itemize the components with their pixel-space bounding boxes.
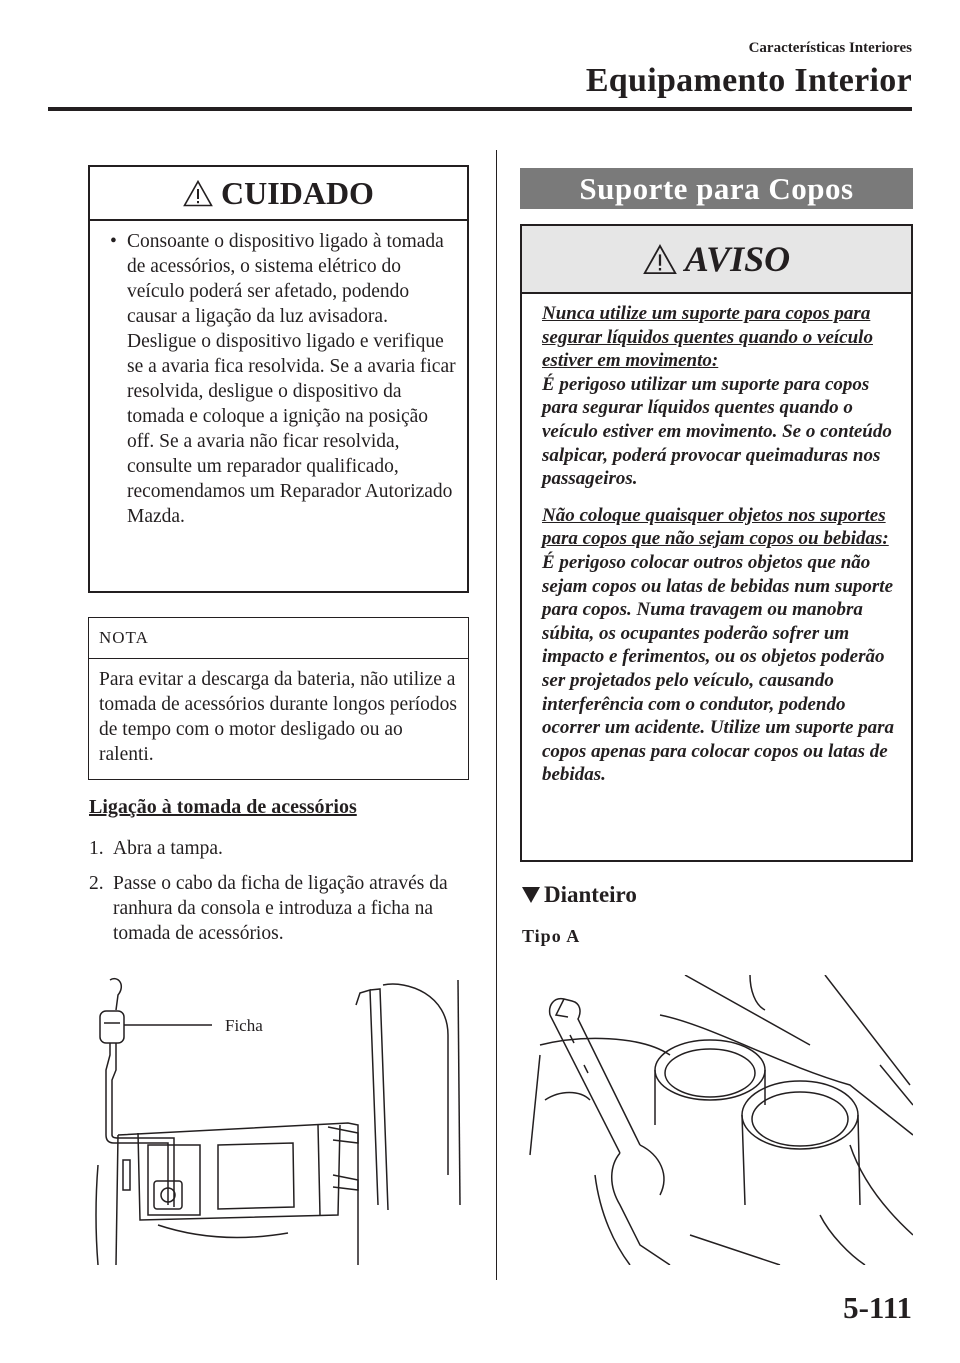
caution-list — [90, 221, 467, 529]
subsection-title: Dianteiro — [544, 882, 637, 907]
step-item — [89, 871, 474, 946]
note-text: Para evitar a descarga da bateria, não utilize a tomada de acessórios durante longos períodos de tempo com o motor desligado ou ao ralenti. — [99, 669, 457, 765]
step-text: Passe o cabo da ficha de ligação através da ranhura da consola e introduza a ficha na tomada de acessórios. — [113, 873, 448, 944]
caution-heading: CUIDADO — [221, 174, 374, 211]
warning-body — [522, 294, 911, 787]
step-number: 2. — [89, 873, 104, 894]
caution-item: • Consoante o dispositivo ligado à tomada de acessórios, o sistema elétrico do veículo poderá ser afetado, podendo causar a ligação da luz avisadora. Desligue o dispositivo ligado e verifique se a avaria fica resolvida. Se a avaria ficar resolvida, desligue o dispositivo da tomada e coloque a ignição na posição off. Se a avaria não ficar resolvida, consulte um reparador qualificado, recomendamos um Reparador Autorizado Mazda. — [110, 229, 457, 529]
warning-box — [520, 224, 913, 862]
section-banner: Suporte para Copos — [520, 168, 913, 209]
type-label: Tipo A — [522, 926, 581, 946]
cupholder-illustration — [520, 975, 913, 1265]
caution-box — [88, 165, 469, 593]
step-text: Abra a tampa. — [113, 838, 223, 859]
warning-paragraph — [542, 302, 901, 491]
note-heading: NOTA — [89, 618, 468, 659]
warning-paragraph-text: É perigoso utilizar um suporte para copos para segurar líquidos quentes quando o veículo estiver em movimento. Se o conteúdo salpicar, poderá provocar queimaduras nos passageiros. — [542, 373, 892, 490]
note-box — [88, 617, 469, 780]
warning-paragraph-text: É perigoso colocar outros objetos que não sejam copos ou latas de bebidas num suporte para copos. Numa travagem ou manobra súbita, os ocupantes poderão sofrer um impacto e ferimentos, ou os objetos poderão ser projetados pelo veículo, causando interferência com o condutor, podendo ocorrer um acidente. Utilize um suporte para copos apenas para colocar copos ou latas de bebidas. — [542, 551, 895, 786]
connection-heading: Ligação à tomada de acessórios — [89, 796, 357, 818]
page-number: 5-111 — [843, 1290, 912, 1325]
subsection-heading — [522, 882, 637, 908]
step-number: 1. — [89, 838, 104, 859]
step-item — [89, 836, 474, 861]
triangle-down-icon — [522, 887, 540, 903]
warning-paragraph-heading: Não coloque quaisquer objetos nos suportes para copos que não sejam copos ou bebidas: — [542, 504, 889, 550]
column-divider — [496, 150, 497, 1280]
warning-icon — [643, 244, 677, 275]
accessory-socket-illustration — [88, 975, 478, 1265]
warning-paragraph-heading: Nunca utilize um suporte para copos para segurar líquidos quentes quando o veículo estiver em movimento: — [542, 303, 873, 372]
header-rule — [48, 107, 912, 111]
warning-icon — [183, 180, 213, 207]
page-title: Equipamento Interior — [585, 62, 912, 99]
section-title: Características Interiores — [748, 40, 912, 56]
warning-header — [522, 226, 911, 294]
connection-steps — [89, 836, 474, 956]
figure-label-ficha: Ficha — [225, 1016, 263, 1035]
warning-paragraph — [542, 504, 901, 787]
caution-header — [90, 167, 467, 221]
warning-heading: AVISO — [684, 239, 791, 279]
